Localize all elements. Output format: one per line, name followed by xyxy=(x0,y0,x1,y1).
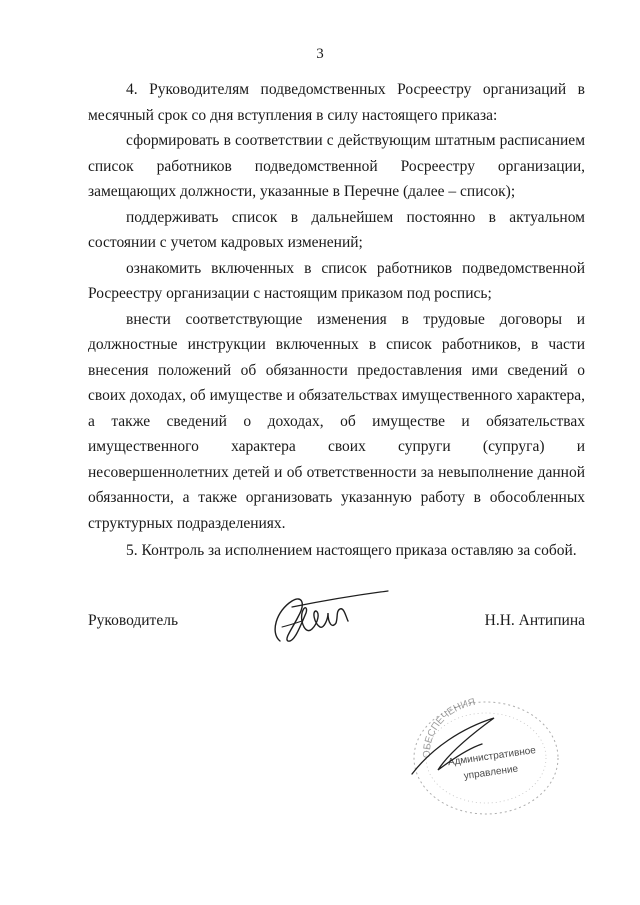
paragraph-item-5: 5. Контроль за исполнением настоящего приказа оставляю за собой. xyxy=(126,542,577,559)
handwritten-signature xyxy=(262,583,392,653)
stamp-line-2: управление xyxy=(463,763,519,783)
official-stamp xyxy=(402,688,562,818)
stamp-line-1: Административное xyxy=(447,745,537,769)
paragraph-form-list: сформировать в соответствии с действующим штатным расписанием список работников подведомственной Росреестру организации, замещающих должности, указанные в Перечне (далее – список); xyxy=(88,132,585,200)
paragraph-item-4: 4. Руководителям подведомственных Росреестру организаций в месячный срок со дня вступления в силу настоящего приказа: xyxy=(88,81,585,124)
document-body xyxy=(88,77,585,564)
paragraph-acquaint: ознакомить включенных в список работников подведомственной Росреестру организации с настоящим приказом под роспись; xyxy=(88,259,585,302)
page-number: 3 xyxy=(316,46,324,62)
paragraph-amendments: внести соответствующие изменения в трудовые договоры и должностные инструкции включенных в список работников, в части внесения положений об обязанности предоставления ими сведений о своих доходах, об имуществе и обязательствах имущественного характера, а также сведений о доходах, об имуществе и обязательствах имущественного характера своих супруги (супруга) и несовершеннолетних детей и об ответственности за невыполнение данной обязанности, а также организовать указанную работу в обособленных структурных подразделениях. xyxy=(88,310,585,532)
stamp-arc-text: ОБЕСПЕЧЕНИЯ xyxy=(421,696,477,759)
signatory-name: Н.Н. Антипина xyxy=(484,612,585,629)
signatory-title: Руководитель xyxy=(88,612,179,629)
paragraph-maintain-list: поддерживать список в дальнейшем постоянно в актуальном состоянии с учетом кадровых изменений; xyxy=(88,208,585,251)
svg-text:ОБЕСПЕЧЕНИЯ xyxy=(422,697,477,758)
